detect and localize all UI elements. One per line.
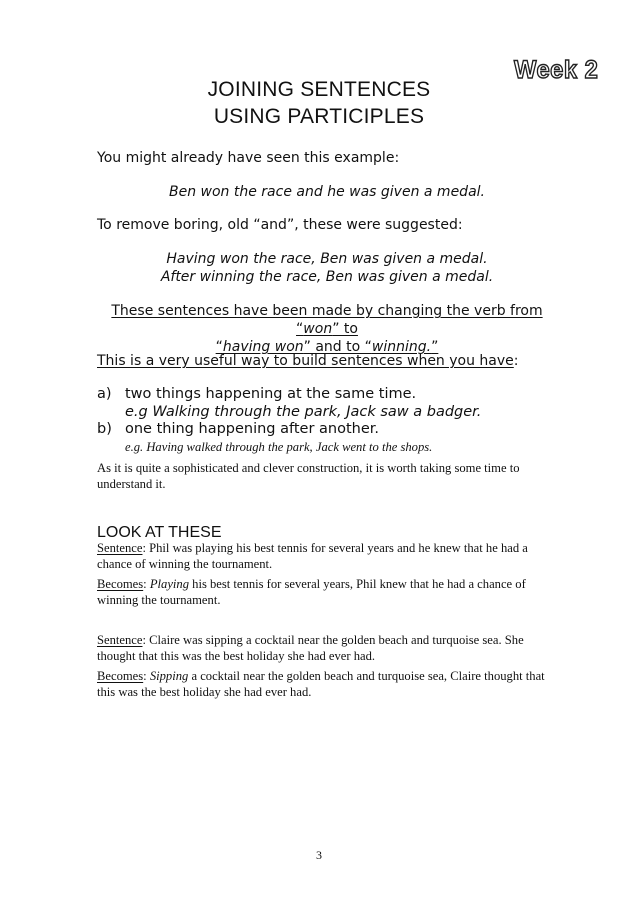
becomes-colon: : [143,669,150,683]
explanation-paragraph [97,302,557,356]
example-2-becomes [97,668,547,700]
list-item-b: one thing happening after another. [125,421,380,437]
sentence-label: Sentence [97,633,143,647]
sentence-text: : Phil was playing his best tennis for several years and he knew that he had a chance of winning the tournament. [97,541,528,571]
explanation-won: won [303,321,333,337]
example-sentence: Ben won the race and he was given a medal. [169,184,485,200]
list-example-b: e.g. Having walked through the park, Jack went to the shops. [125,440,433,454]
explanation-text: ” to [332,321,358,337]
week-badge: Week 2 [514,56,599,84]
list-item-a: two things happening at the same time. [125,386,417,402]
becomes-colon: : [143,577,150,591]
list-label-b: b) [97,421,112,437]
sentence-label: Sentence [97,541,143,555]
intro-line-1: You might already have seen this example: [97,150,400,166]
list-example-a: e.g Walking through the park, Jack saw a badger. [125,404,482,420]
becomes-participle: Sipping [149,669,189,683]
becomes-text: a cocktail near the golden beach and turquoise sea, Claire thought that this was the best holiday she had ever had. [97,669,545,699]
suggestion-2: After winning the race, Ben was given a medal. [160,269,494,285]
sentence-text: : Claire was sipping a cocktail near the golden beach and turquoise sea. She thought that this was the best holiday she had ever had. [97,633,524,663]
useful-line [97,352,557,370]
becomes-label: Becomes [97,669,144,683]
section-heading: LOOK AT THESE [97,524,222,541]
example-2-sentence [97,632,547,664]
title-line-1: JOINING SENTENCES [207,78,431,101]
title-line-2: USING PARTICIPLES [213,105,425,128]
explanation-having-won: having won [222,339,304,355]
explanation-winning: winning. [371,339,432,355]
list-label-a: a) [97,386,112,402]
explanation-text: These sentences have been made by changing the verb from “ [111,303,543,337]
note-paragraph: As it is quite a sophisticated and clever construction, it is worth taking some time to understand it. [97,461,520,491]
useful-text: This is a very useful way to build sentences when you have [97,353,514,369]
example-1-becomes [97,576,547,608]
explanation-text: ” [431,339,439,355]
becomes-text: his best tennis for several years, Phil knew that he had a chance of winning the tournament. [97,577,526,607]
becomes-participle: Playing [149,577,189,591]
suggestion-1: Having won the race, Ben was given a medal. [166,251,488,267]
explanation-text: ” and to “ [303,339,372,355]
example-1-sentence [97,540,547,572]
becomes-label: Becomes [97,577,144,591]
useful-colon: : [513,353,519,369]
explanation-text: “ [215,339,223,355]
page-number: 3 [316,848,322,862]
intro-line-2: To remove boring, old “and”, these were suggested: [97,217,463,233]
